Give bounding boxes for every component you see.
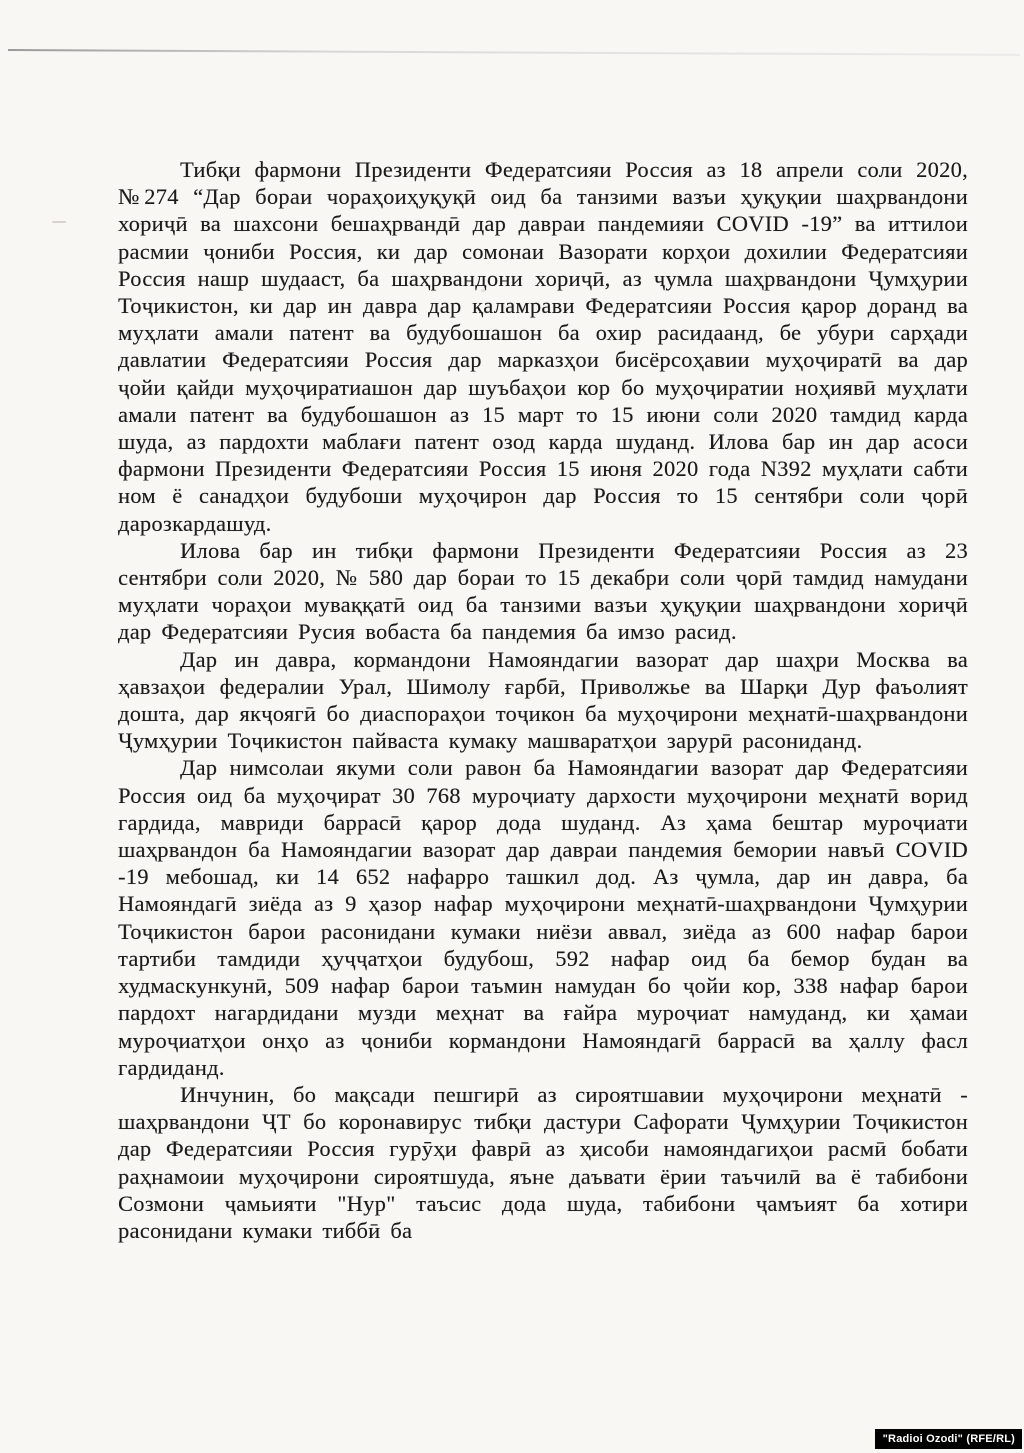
scan-speck xyxy=(52,221,66,223)
document-text-block xyxy=(118,156,968,1244)
watermark-label: "Radioi Ozodi" (RFE/RL) xyxy=(882,1433,1015,1445)
paragraph-covid-prevention: Инчунин, бо мақсади пешгирӣ аз сироятшавии муҳоҷирони меҳнатӣ - шаҳрвандони ҶТ бо коронавирус тибқи дастури Сафорати Ҷумҳурии Тоҷикистон дар Федератсияи Россия гурӯҳи фаврӣ аз ҳисоби намояндагиҳои расмӣ бобати раҳнамоии муҳоҷирони сироятшуда, яъне даъвати ёрии таъчилӣ ва ё табибони Созмони ҷамьияти "Нур" таъсис дода шуда, табибони ҷамъият ба хотири расонидани кумаки тиббӣ ба xyxy=(118,1081,968,1243)
paragraph-representation: Дар ин давра, кормандони Намояндагии вазорат дар шаҳри Москва ва ҳавзаҳои федералии Урал, Шимолу ғарбӣ, Приволжье ва Шарқи Дур фаъолият дошта, дар якҷоягӣ бо диаспораҳои тоҷикон ба муҳоҷирони меҳнатӣ-шаҳрвандони Ҷумҳурии Тоҷикистон пайваста кумаку машваратҳои зарурӣ расониданд. xyxy=(118,646,968,754)
paragraph-decree-274: Тибқи фармони Президенти Федератсияи Россия аз 18 апрели соли 2020, №274 “Дар бораи чораҳоиҳуқуқӣ оид ба танзими вазъи ҳуқуқии шаҳрвандони хориҷӣ ва шахсони бешаҳрвандӣ дар давраи пандемияи COVID -19” ва иттилои расмии ҷониби Россия, ки дар сомонаи Вазорати корҳои дохилии Федератсияи Россия нашр шудааст, ба шаҳрвандони хориҷӣ, аз ҷумла шаҳрвандони Ҷумҳурии Тоҷикистон, ки дар ин давра дар қаламрави Федератсияи Россия қарор доранд ва муҳлати амали патент ва будубошашон ба охир расидаанд, бе убури сарҳади давлатии Федератсияи Россия дар марказҳои бисёрсоҳавии муҳоҷиратӣ ва дар ҷойи қайди муҳоҷиратиашон дар шуъбаҳои кор бо муҳоҷиратии ноҳиявӣ муҳлати амали патент ва будубошашон аз 15 март то 15 июни соли 2020 тамдид карда шуда, аз пардохти маблағи патент озод карда шуданд. Илова бар ин дар асоси фармони Президенти Федератсияи Россия 15 июня 2020 года N392 муҳлати сабти ном ё санадҳои будубоши муҳоҷирон дар Россия то 15 сентябри соли ҷорӣ дарозкардашуд. xyxy=(118,157,968,536)
watermark-badge xyxy=(875,1429,1022,1449)
scan-artifact-line xyxy=(8,49,1020,56)
paragraph-statistics: Дар нимсолаи якуми соли равон ба Намояндагии вазорат дар Федератсияи Россия оид ба муҳоҷират 30 768 муроҷиату дархости муҳоҷирони меҳнатӣ ворид гардида, мавриди баррасӣ қарор дода шуданд. Аз ҳама бештар муроҷиати шаҳрвандон ба Намояндагии вазорат дар давраи пандемия бемории навъӣ COVID -19 мебошад, ки 14 652 нафарро ташкил дод. Аз ҷумла, дар ин давра, ба Намояндагӣ зиёда аз 9 ҳазор нафар муҳоҷирони меҳнатӣ-шаҳрвандони Ҷумҳурии Тоҷикистон барои расонидани кумаки ниёзи аввал, зиёда аз 600 нафар барои тартиби тамдиди ҳуҷҷатҳои будубош, 592 нафар оид ба бемор будан ва худмаскункунӣ, 509 нафар барои таъмин намудан бо ҷойи кор, 338 нафар барои пардохт нагардидани музди меҳнат ва ғайра муроҷиат намуданд, ки ҳамаи муроҷиатҳои онҳо аз ҷониби кормандони Намояндагӣ баррасӣ ва ҳаллу фасл гардиданд. xyxy=(118,755,968,1080)
paragraph-decree-580: Илова бар ин тибқи фармони Президенти Федератсияи Россия аз 23 сентябри соли 2020, № 580 дар бораи то 15 декабри соли ҷорӣ тамдид намудани муҳлати чораҳои муваққатӣ оид ба танзими вазъи ҳуқуқии шаҳрвандони хориҷӣ дар Федератсияи Русия вобаста ба пандемия ба имзо расид. xyxy=(118,537,968,645)
